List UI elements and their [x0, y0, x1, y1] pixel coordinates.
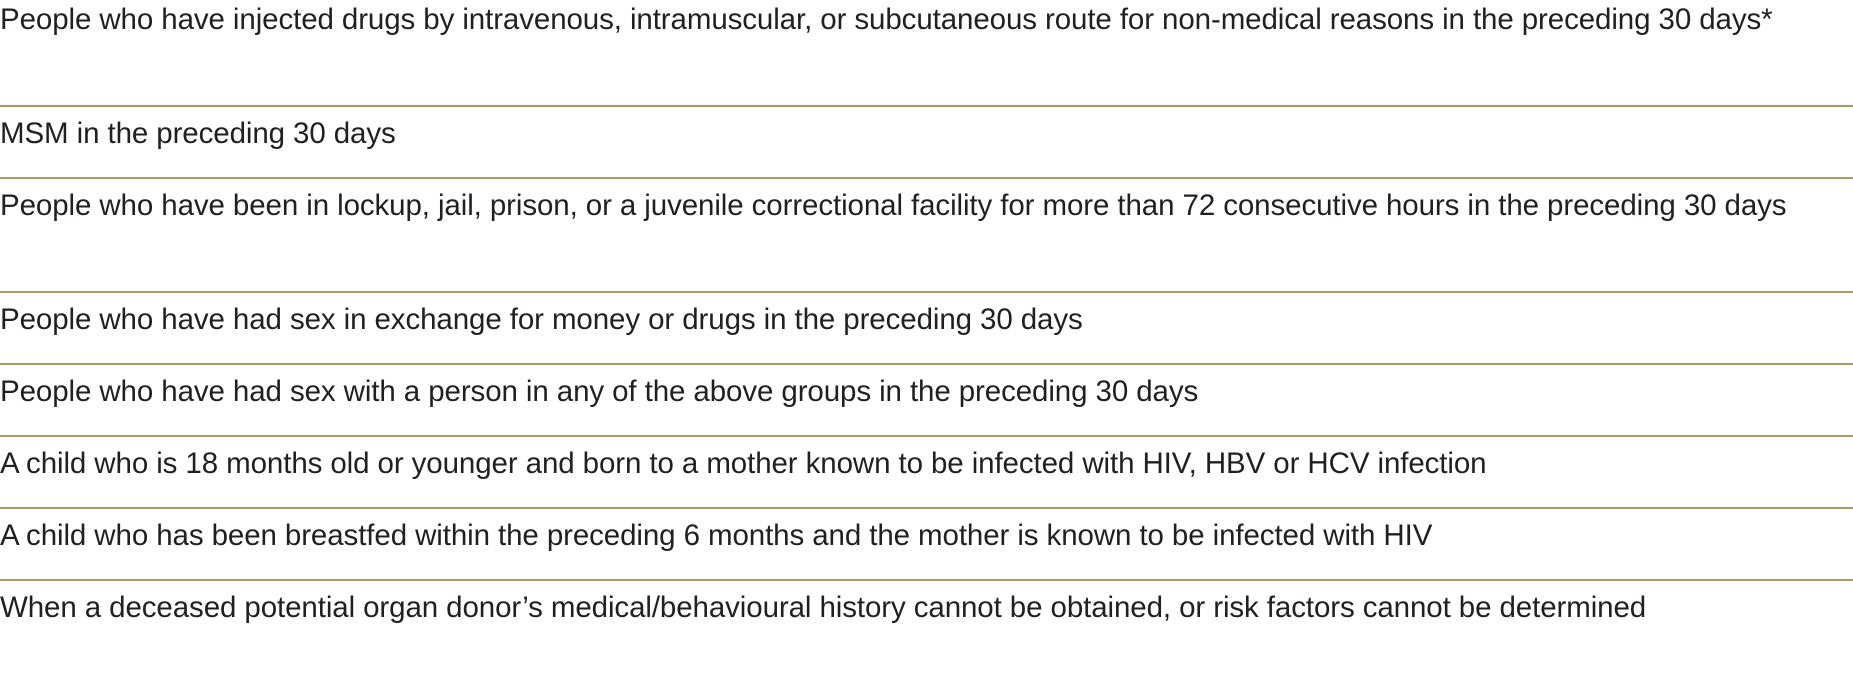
table-row: A child who is 18 months old or younger and born to a mother known to be infected with HIV, HBV or HCV infection: [0, 437, 1853, 509]
table-row: When a deceased potential organ donor’s medical/behavioural history cannot be obtained, or risk factors cannot be determined: [0, 591, 1647, 624]
table-row: People who have been in lockup, jail, prison, or a juvenile correctional facility for more than 72 consecutive hours in the preceding 30 days: [0, 179, 1853, 293]
table-row: MSM in the preceding 30 days: [0, 107, 1853, 179]
table-row: People who have had sex in exchange for money or drugs in the preceding 30 days: [0, 293, 1853, 365]
table-row: People who have injected drugs by intravenous, intramuscular, or subcutaneous route for non-medical reasons in the preceding 30 days*: [0, 0, 1853, 107]
table-row: People who have had sex with a person in any of the above groups in the preceding 30 days: [0, 365, 1853, 437]
table-row: A child who has been breastfed within the preceding 6 months and the mother is known to be infected with HIV: [0, 509, 1853, 581]
